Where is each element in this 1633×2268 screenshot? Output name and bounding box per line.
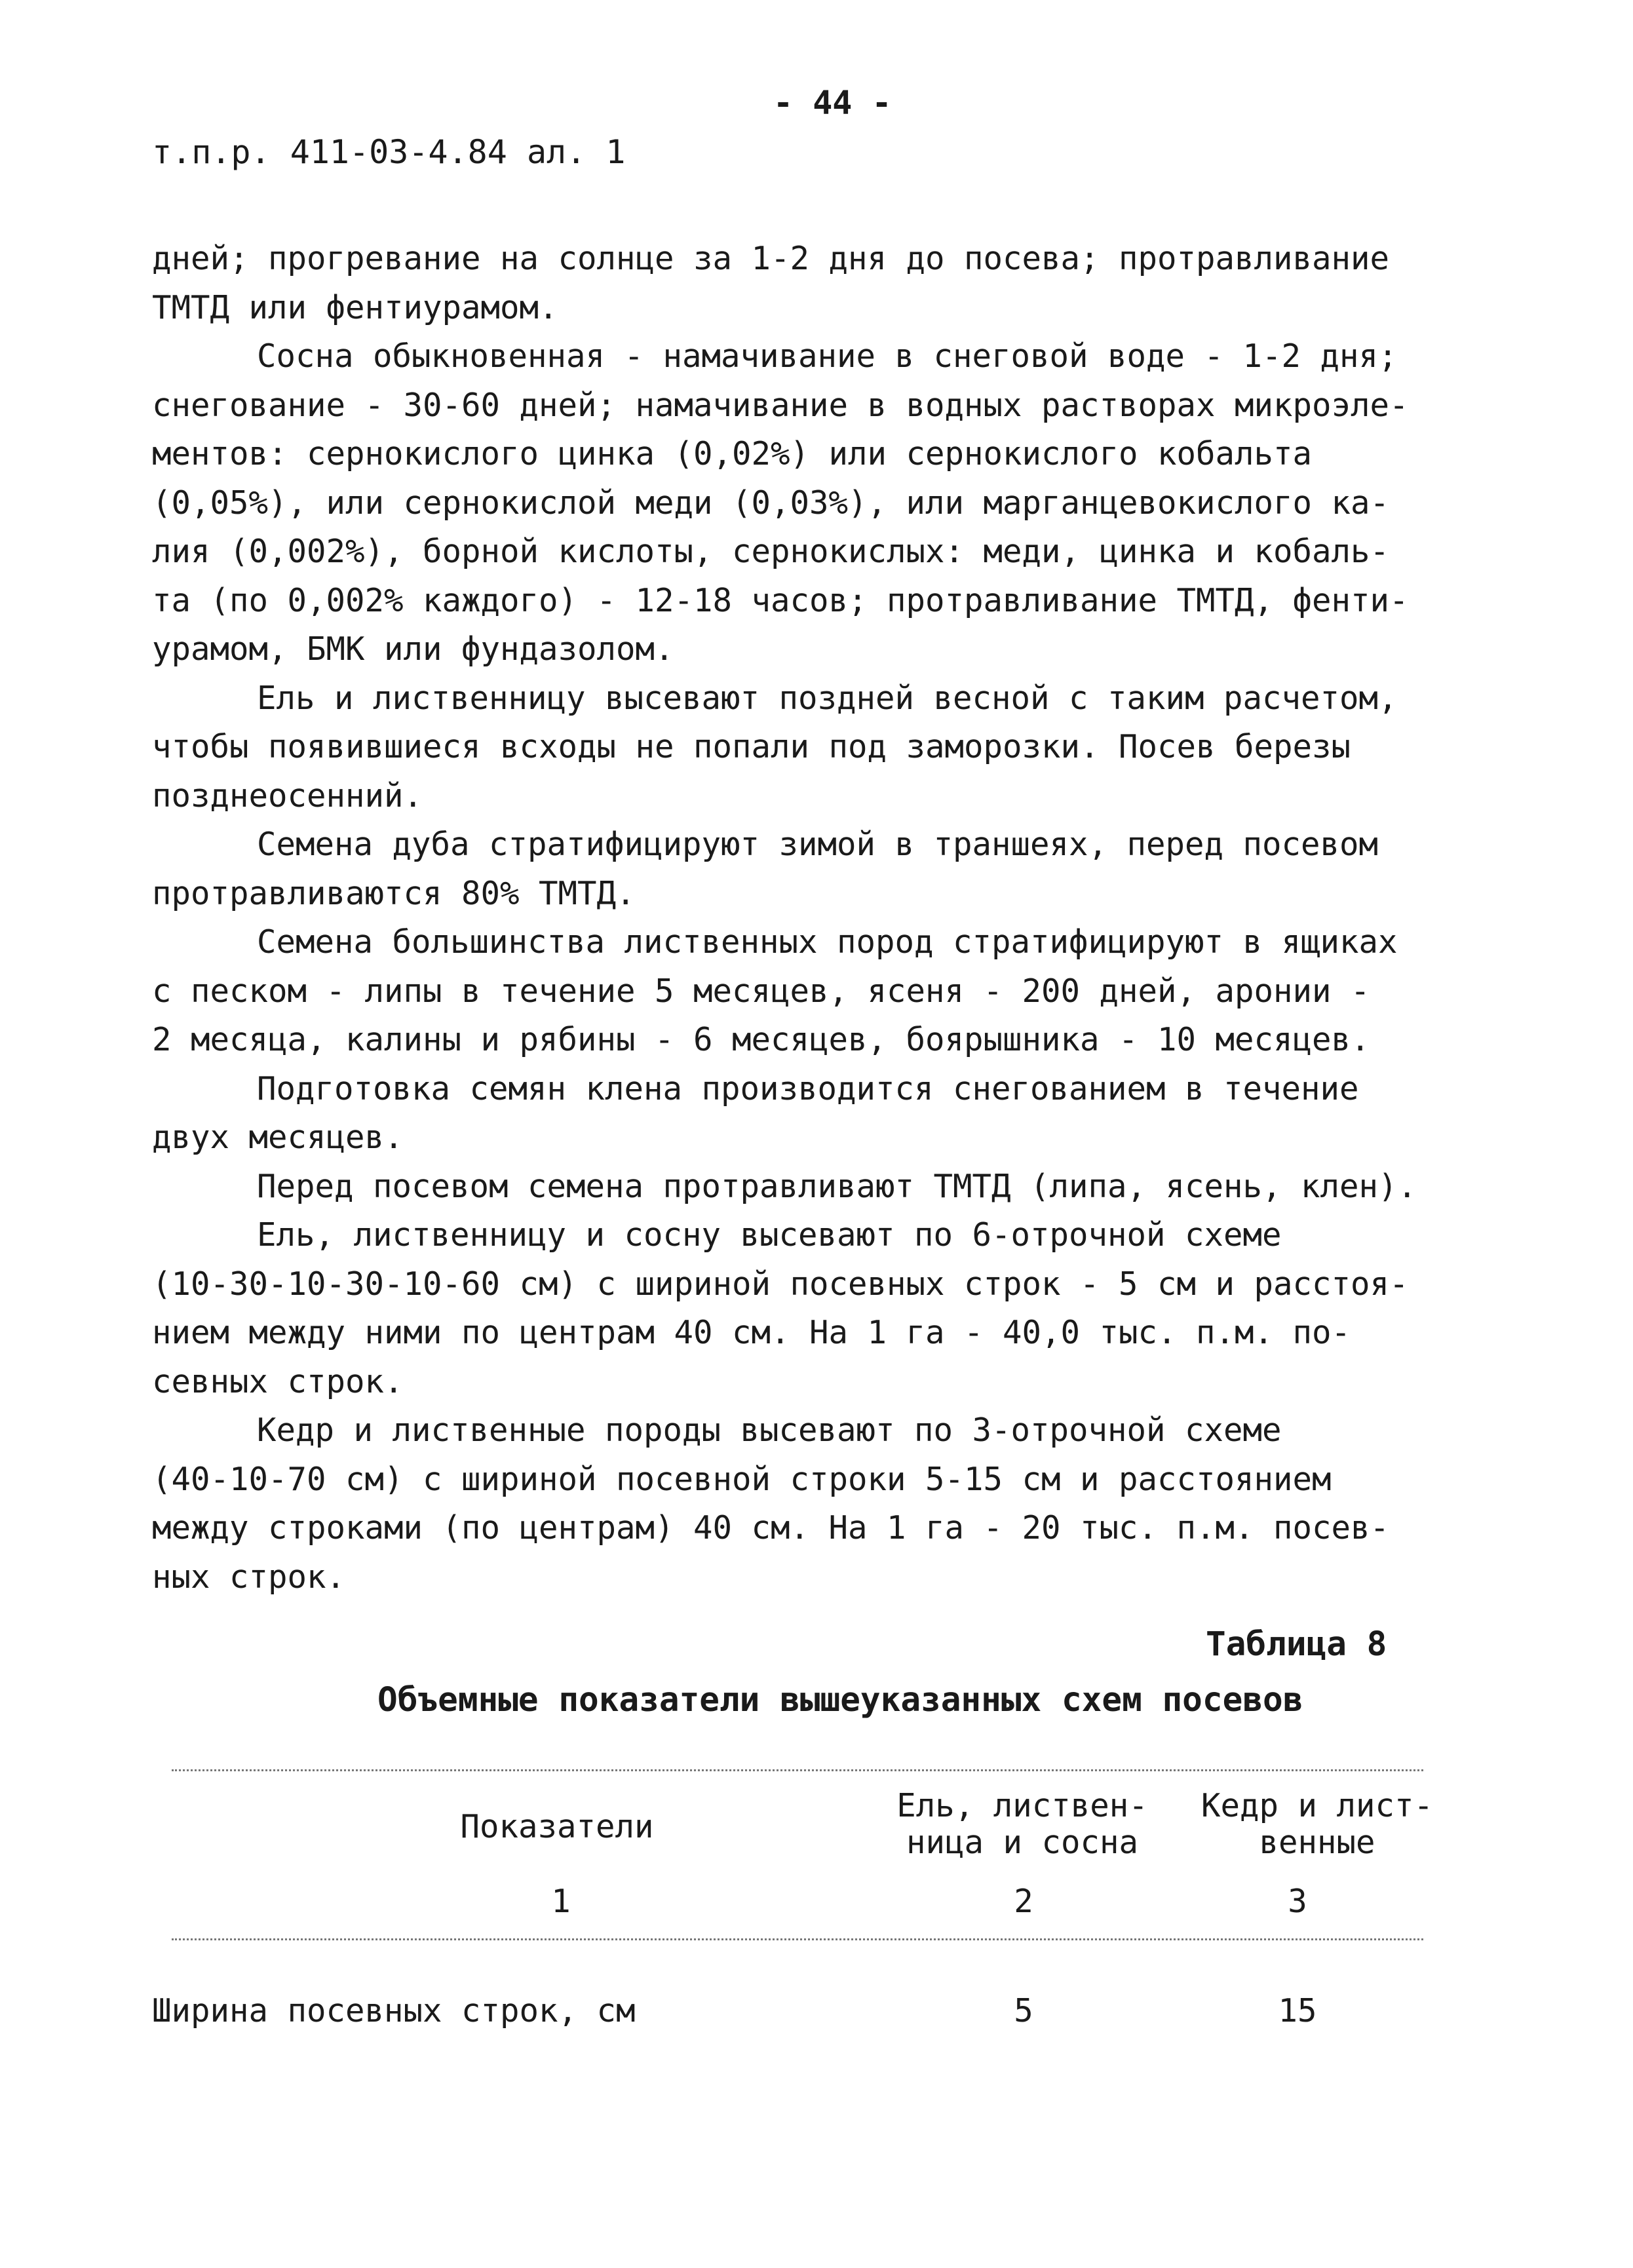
- table-caption: Таблица 8: [1206, 1625, 1387, 1664]
- paragraph-line: (40-10-70 см) с шириной посевной строки 5-15 см и расстоянием: [152, 1460, 1332, 1498]
- paragraph-line: Ель, лиственницу и сосну высевают по 6-отрочной схеме: [257, 1216, 1282, 1254]
- paragraph-line: Кедр и лиственные породы высевают по 3-отрочной схеме: [257, 1412, 1282, 1449]
- table-header-cedar-deciduous: [1180, 1788, 1455, 1861]
- paragraph-line: с песком - липы в течение 5 месяцев, ясеня - 200 дней, аронии -: [152, 972, 1370, 1010]
- column-number: 1: [551, 1883, 571, 1920]
- table-cell: 5: [1014, 1992, 1033, 2029]
- paragraph-line: (10-30-10-30-10-60 см) с шириной посевных строк - 5 см и расстоя-: [152, 1265, 1409, 1303]
- paragraph-line: Перед посевом семена протравливают ТМТД (липа, ясень, клен).: [257, 1167, 1417, 1205]
- paragraph-line: севных строк.: [152, 1362, 404, 1400]
- table-header-rule: [172, 1938, 1423, 1940]
- header-line: венные: [1259, 1824, 1375, 1861]
- page-number: - 44 -: [773, 84, 892, 122]
- column-number: 3: [1288, 1883, 1307, 1920]
- paragraph-line: ных строк.: [152, 1558, 346, 1596]
- body-text: [152, 235, 1482, 1602]
- paragraph-line: (0,05%), или сернокислой меди (0,03%), или марганцевокислого ка-: [152, 484, 1390, 522]
- paragraph-line: Семена дуба стратифицируют зимой в траншеях, перед посевом: [257, 826, 1379, 863]
- paragraph-line: снегование - 30-60 дней; намачивание в водных растворах микроэле-: [152, 386, 1409, 424]
- paragraph-line: ТМТД или фентиурамом.: [152, 288, 558, 326]
- table-title: Объемные показатели вышеуказанных схем посевов: [377, 1681, 1303, 1720]
- paragraph-line: лия (0,002%), борной кислоты, сернокислых: меди, цинка и кобаль-: [152, 533, 1390, 570]
- paragraph-line: позднеосенний.: [152, 777, 423, 815]
- paragraph-line: нием между ними по центрам 40 см. На 1 га - 40,0 тыс. п.м. по-: [152, 1314, 1351, 1351]
- table-top-rule: [172, 1769, 1423, 1771]
- paragraph-line: 2 месяца, калины и рябины - 6 месяцев, боярышника - 10 месяцев.: [152, 1021, 1370, 1058]
- column-number: 2: [1014, 1883, 1033, 1920]
- paragraph-line: между строками (по центрам) 40 см. На 1 га - 20 тыс. п.м. посев-: [152, 1509, 1390, 1547]
- paragraph-line: Подготовка семян клена производится снегованием в течение: [257, 1069, 1359, 1107]
- table-row-label: Ширина посевных строк, см: [152, 1992, 636, 2029]
- paragraph-line: Семена большинства лиственных пород стратифицируют в ящиках: [257, 923, 1398, 961]
- paragraph-line: Ель и лиственницу высевают поздней весной с таким расчетом,: [257, 679, 1398, 717]
- header-line: Показатели: [460, 1808, 654, 1845]
- paragraph-line: та (по 0,002% каждого) - 12-18 часов; протравливание ТМТД, фенти-: [152, 581, 1409, 619]
- header-line: Ель, листвен-: [896, 1787, 1148, 1824]
- paragraph-line: ментов: сернокислого цинка (0,02%) или сернокислого кобальта: [152, 435, 1313, 472]
- document-reference: т.п.р. 411-03-4.84 ал. 1: [152, 133, 626, 171]
- paragraph-line: чтобы появившиеся всходы не попали под заморозки. Посев березы: [152, 728, 1351, 765]
- table-header-spruce-larch-pine: [872, 1788, 1173, 1861]
- paragraph-line: урамом, БМК или фундазолом.: [152, 630, 674, 668]
- paragraph-line: протравливаются 80% ТМТД.: [152, 874, 636, 912]
- paragraph-line: двух месяцев.: [152, 1119, 404, 1156]
- header-line: Кедр и лист-: [1201, 1787, 1433, 1824]
- table-cell: 15: [1278, 1992, 1317, 2029]
- paragraph-line: Сосна обыкновенная - намачивание в снеговой воде - 1-2 дня;: [257, 337, 1398, 375]
- paragraph-line: дней; прогревание на солнце за 1-2 дня до посева; протравливание: [152, 240, 1390, 277]
- header-line: ница и сосна: [906, 1824, 1138, 1861]
- table-header-indicators: [393, 1809, 721, 1845]
